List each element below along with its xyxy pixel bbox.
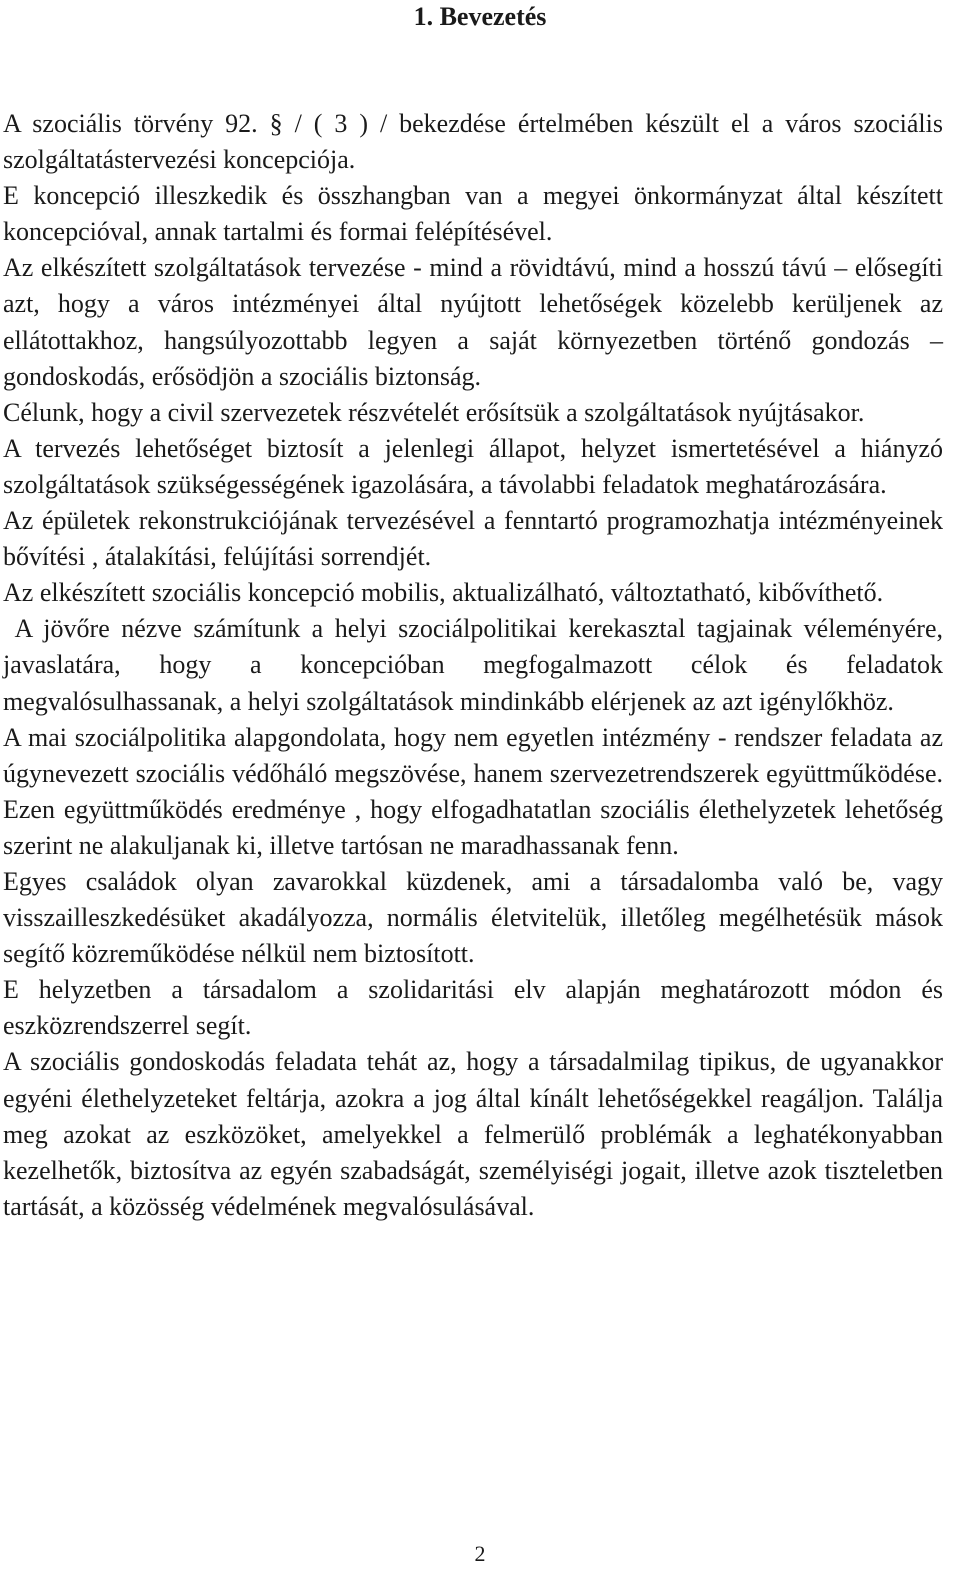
paragraph-12: A szociális gondoskodás feladata tehát az, hogy a társadalmilag tipikus, de ugyanakkor egyéni élethelyzeteket feltárja, azokra a jog által kínált lehetőségekkel reagáljon. Találja meg azokat az eszközöket, amelyekkel a felmerülő problémák a leghatékonyabban kezelhetők, biztosítva az egyén szabadságát, személyiségi jogait, illetve azok tiszteletben tartását, a közösség védelmének megvalósulásával. [3,1047,943,1221]
paragraph-2: E koncepció illeszkedik és összhangban van a megyei önkormányzat által készített koncepcióval, annak tartalmi és formai felépítésével. [3,181,943,247]
paragraph-5: A tervezés lehetőséget biztosít a jelenlegi állapot, helyzet ismertetésével a hiányzó szolgáltatások szükségességének igazolására, a távolabbi feladatok meghatározására. [3,433,943,499]
document-body [3,106,950,1225]
paragraph-1: A szociális törvény 92. § / ( 3 ) / bekezdése értelmében készült el a város szociális szolgáltatástervezési koncepciója. [3,109,943,175]
paragraph-10: Egyes családok olyan zavarokkal küzdenek, ami a társadalomba való be, vagy visszailleszkedésüket akadályozza, normális életvitelük, illetőleg megélhetésük mások segítő közreműködése nélkül nem biztosított. [3,866,943,969]
paragraph-3: Az elkészített szolgáltatások tervezése - mind a rövidtávú, mind a hosszú távú – elősegíti azt, hogy a város intézményei által nyújtott lehetőségek közelebb kerüljenek az ellátottakhoz, hangsúlyozottabb legyen a saját környezetben történő gondozás – gondoskodás, erősödjön a szociális biztonság. [3,253,943,391]
paragraph-11: E helyzetben a társadalom a szolidaritási elv alapján meghatározott módon és eszközrendszerrel segít. [3,975,943,1041]
paragraph-6: Az épületek rekonstrukciójának tervezésével a fenntartó programozhatja intézményeinek bővítési , átalakítási, felújítási sorrendjét. [3,506,943,572]
paragraph-4: Célunk, hogy a civil szervezetek részvételét erősítsük a szolgáltatások nyújtásakor. [3,397,865,427]
paragraph-9: A mai szociálpolitika alapgondolata, hogy nem egyetlen intézmény - rendszer feladata az úgynevezett szociális védőháló megszövése, hanem szervezetrendszerek együttműködése. Ezen együttműködés eredménye , hogy elfogadhatatlan szociális élethelyzetek lehetőség szerint ne alakuljanak ki, illetve tartósan ne maradhassanak fenn. [3,722,943,860]
page-number: 2 [474,1541,486,1566]
page-title: 1. Bevezetés [413,2,547,31]
paragraph-8: A jövőre nézve számítunk a helyi szociálpolitikai kerekasztal tagjainak véleményére, javaslatára, hogy a koncepcióban megfogalmazott célok és feladatok megvalósulhassanak, a helyi szolgáltatások mindinkább elérjenek az azt igénylőkhöz. [3,614,950,716]
paragraph-7: Az elkészített szociális koncepció mobilis, aktualizálható, változtatható, kibővíthető. [3,578,884,608]
